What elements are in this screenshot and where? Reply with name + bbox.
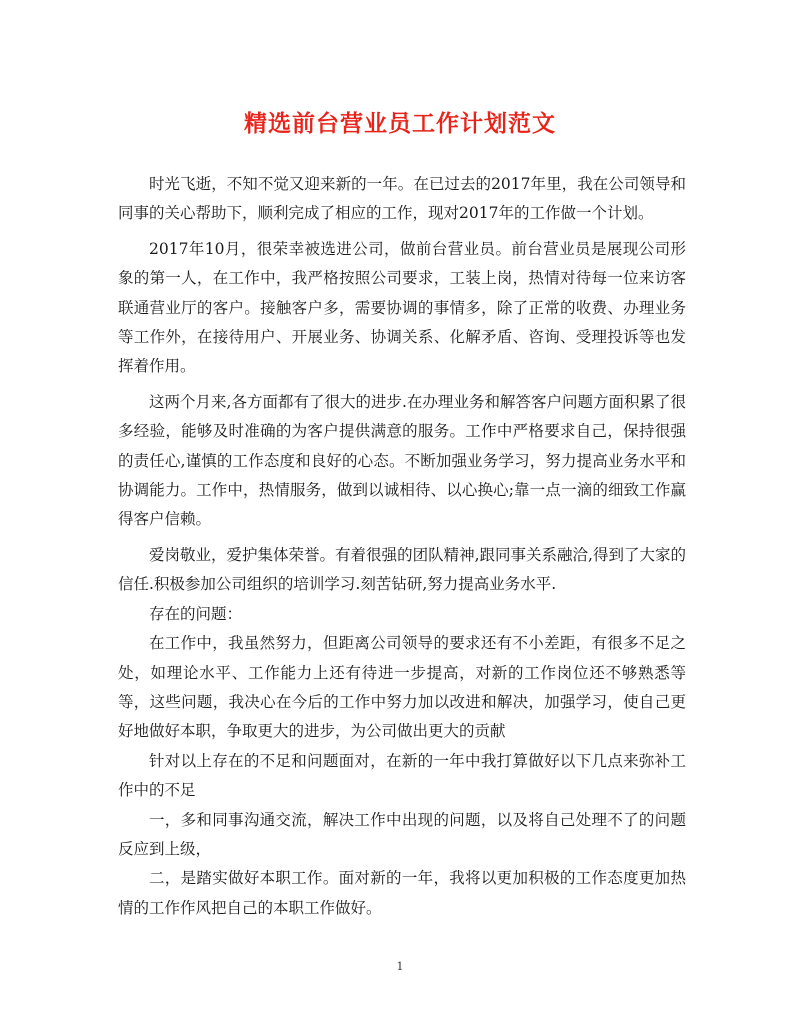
paragraph-plan-item-2: 二，是踏实做好本职工作。面对新的一年，我将以更加积极的工作态度更加热情的工作作风把自己的本职工作做好。 bbox=[118, 869, 686, 917]
paragraph-intro: 时光飞逝，不知不觉又迎来新的一年。在已过去的2017年里，我在公司领导和同事的关心帮助下，顺利完成了相应的工作，现对2017年的工作做一个计划。 bbox=[118, 175, 686, 223]
paragraph-role: 2017年10月，很荣幸被选进公司，做前台营业员。前台营业员是展现公司形象的第一人，在工作中，我严格按照公司要求，工装上岗，热情对待每一位来访客联通营业厅的客户。接触客户多，需要协调的事情多，除了正常的收费、办理业务等工作外，在接待用户、开展业务、协调关系、化解矛盾、咨询、受理投诉等也发挥着作用。 bbox=[118, 239, 686, 376]
paragraph-teamwork: 爱岗敬业，爱护集体荣誉。有着很强的团队精神,跟同事关系融洽,得到了大家的信任.积极参加公司组织的培训学习.刻苦钻研,努力提高业务水平. bbox=[118, 545, 686, 594]
page-number: 1 bbox=[396, 960, 404, 973]
document-title: 精选前台营业员工作计划范文 bbox=[244, 110, 556, 137]
paragraph-progress: 这两个月来,各方面都有了很大的进步.在办理业务和解答客户问题方面积累了很多经验，能够及时准确的为客户提供满意的服务。工作中严格要求自己，保持很强的责任心,谨慎的工作态度和良好的心态。不断加强业务学习，努力提高业务水平和协调能力。工作中，热情服务，做到以诚相待、以心换心;靠一点一滴的细致工作赢得客户信赖。 bbox=[118, 392, 686, 529]
document-body bbox=[118, 170, 686, 923]
paragraph-plan-intro: 针对以上存在的不足和问题面对，在新的一年中我打算做好以下几点来弥补工作中的不足 bbox=[118, 751, 686, 800]
paragraph-problems: 在工作中，我虽然努力，但距离公司领导的要求还有不小差距，有很多不足之处，如理论水平、工作能力上还有待进一步提高，对新的工作岗位还不够熟悉等等，这些问题，我决心在今后的工作中努力加以改进和解决，加强学习，使自己更好地做好本职，争取更大的进步，为公司做出更大的贡献 bbox=[118, 634, 686, 741]
paragraph-plan-item-1: 一，多和同事沟通交流，解决工作中出现的问题，以及将自己处理不了的问题反应到上级， bbox=[118, 810, 686, 858]
paragraph-problems-heading: 存在的问题： bbox=[149, 604, 243, 623]
